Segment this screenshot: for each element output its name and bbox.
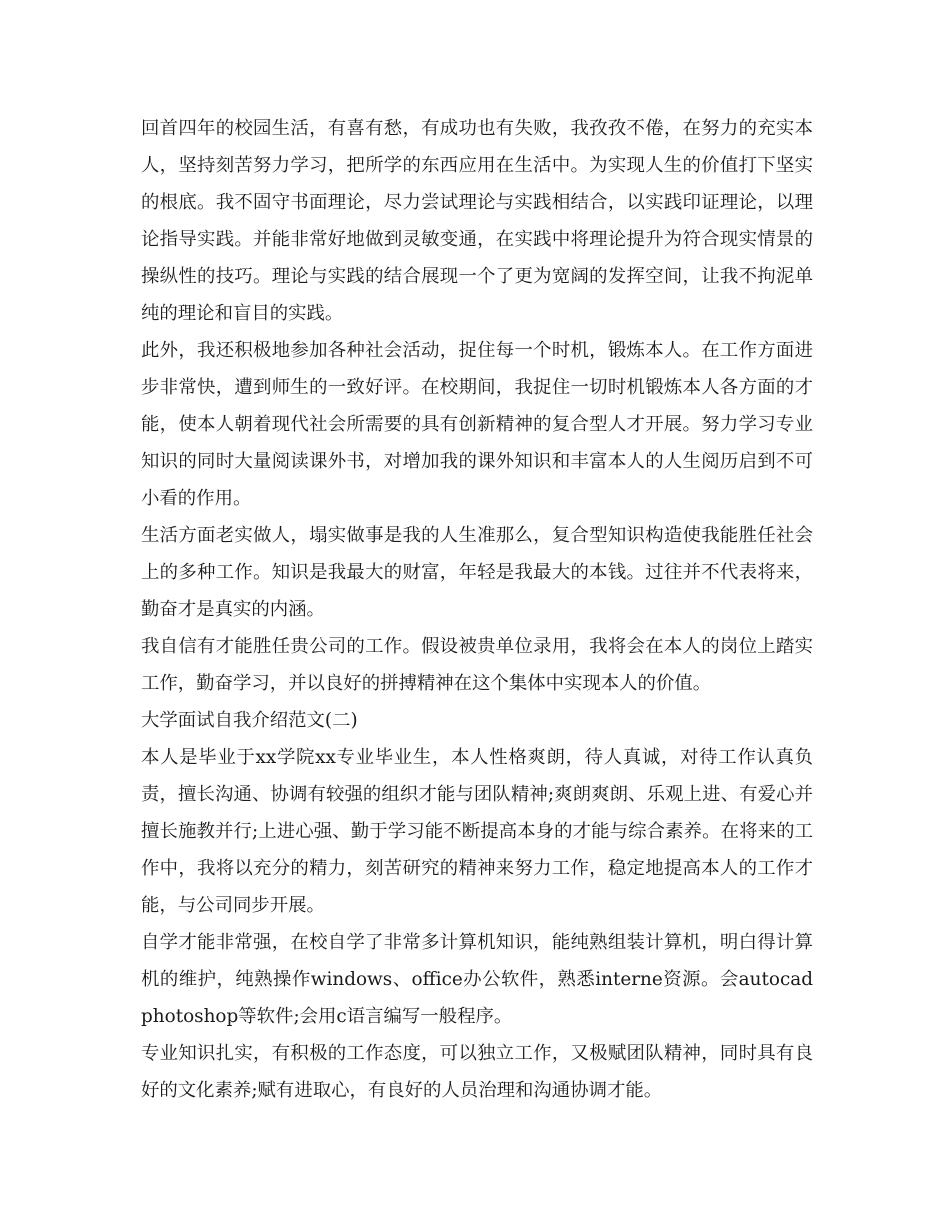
- paragraph-computer-skills: 自学才能非常强，在校自学了非常多计算机知识，能纯熟组装计算机，明白得计算机的维护，纯熟操作windows、office办公软件，熟悉interne资源。会autocadphotoshop等软件;会用c语言编写一般程序。: [141, 932, 813, 1027]
- section-heading: 大学面试自我介绍范文(二): [141, 710, 358, 731]
- document-body: [141, 110, 813, 1109]
- paragraph-professional-knowledge: 专业知识扎实，有积极的工作态度，可以独立工作，又极赋团队精神，同时具有良好的文化素养;赋有进取心，有良好的人员治理和沟通协调才能。: [141, 1043, 813, 1101]
- paragraph-social-activities: 此外，我还积极地参加各种社会活动，捉住每一个时机，锻炼本人。在工作方面进步非常快，遭到师生的一致好评。在校期间，我捉住一切时机锻炼本人各方面的才能，使本人朝着现代社会所需要的具有创新精神的复合型人才开展。努力学习专业知识的同时大量阅读课外书，对增加我的课外知识和丰富本人的人生阅历启到不可小看的作用。: [141, 340, 813, 509]
- paragraph-campus-life: 回首四年的校园生活，有喜有愁，有成功也有失败，我孜孜不倦，在努力的充实本人，坚持刻苦努力学习，把所学的东西应用在生活中。为实现人生的价值打下坚实的根底。我不固守书面理论，尽力尝试理论与实践相结合，以实践印证理论，以理论指导实践。并能非常好地做到灵敏变通，在实践中将理论提升为符合现实情景的操纵性的技巧。理论与实践的结合展现一个了更为宽阔的发挥空间，让我不拘泥单纯的理论和盲目的实践。: [141, 118, 813, 324]
- paragraph-confidence: 我自信有才能胜任贵公司的工作。假设被贵单位录用，我将会在本人的岗位上踏实工作，勤奋学习，并以良好的拼搏精神在这个集体中实现本人的价值。: [141, 636, 813, 694]
- paragraph-life-principles: 生活方面老实做人，塌实做事是我的人生准那么，复合型知识构造使我能胜任社会上的多种工作。知识是我最大的财富，年轻是我最大的本钱。过往并不代表将来，勤奋才是真实的内涵。: [141, 525, 813, 620]
- paragraph-introduction: 本人是毕业于xx学院xx专业毕业生，本人性格爽朗，待人真诚，对待工作认真负责，擅长沟通、协调有较强的组织才能与团队精神;爽朗爽朗、乐观上进、有爱心并擅长施教并行;上进心强、勤于学习能不断提高本身的才能与综合素养。在将来的工作中，我将以充分的精力，刻苦研究的精神来努力工作，稳定地提高本人的工作才能，与公司同步开展。: [141, 747, 813, 916]
